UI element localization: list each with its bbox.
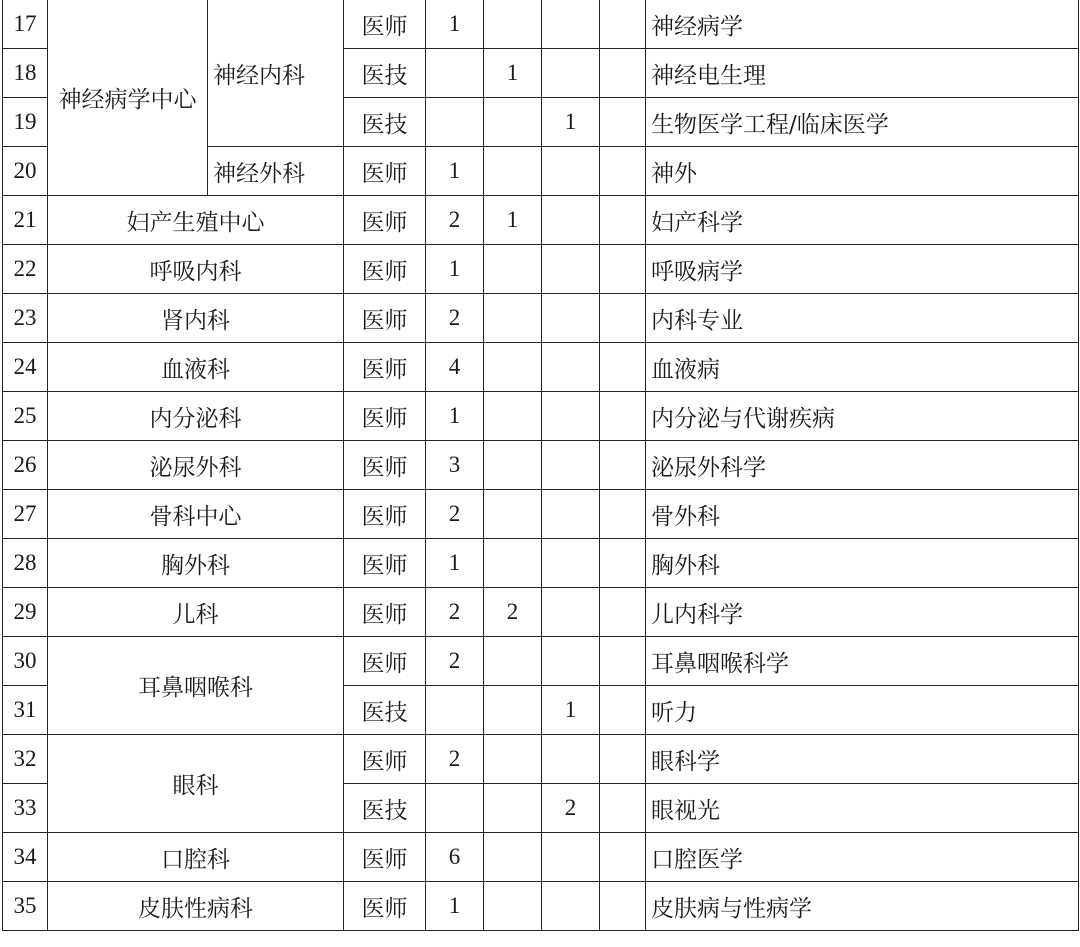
count-cell — [600, 490, 646, 539]
count-cell — [484, 0, 542, 49]
count-cell — [484, 294, 542, 343]
department-cell: 神经病学中心 — [48, 0, 208, 196]
table-row — [3, 343, 1079, 392]
table-row — [3, 392, 1079, 441]
count-cell: 1 — [426, 147, 484, 196]
major-cell: 血液病 — [646, 343, 1079, 392]
department-cell: 皮肤性病科 — [48, 882, 344, 931]
row-number-cell: 25 — [3, 392, 48, 441]
count-cell: 1 — [426, 392, 484, 441]
count-cell — [484, 147, 542, 196]
table-row — [3, 833, 1079, 882]
department-cell: 儿科 — [48, 588, 344, 637]
department-cell: 内分泌科 — [48, 392, 344, 441]
row-number-cell: 20 — [3, 147, 48, 196]
count-cell — [484, 637, 542, 686]
count-cell: 1 — [426, 882, 484, 931]
table-row — [3, 539, 1079, 588]
count-cell: 2 — [426, 637, 484, 686]
major-cell: 神外 — [646, 147, 1079, 196]
count-cell — [600, 294, 646, 343]
table-row — [3, 490, 1079, 539]
count-cell — [484, 784, 542, 833]
count-cell — [600, 49, 646, 98]
table-row — [3, 196, 1079, 245]
position-type-cell: 医师 — [344, 637, 426, 686]
sub-department-cell: 神经外科 — [208, 147, 344, 196]
major-cell: 内分泌与代谢疾病 — [646, 392, 1079, 441]
position-type-cell: 医师 — [344, 833, 426, 882]
row-number-cell: 34 — [3, 833, 48, 882]
major-cell: 胸外科 — [646, 539, 1079, 588]
count-cell — [600, 98, 646, 147]
count-cell: 1 — [426, 539, 484, 588]
table-row — [3, 637, 1079, 686]
count-cell — [542, 245, 600, 294]
count-cell — [600, 245, 646, 294]
major-cell: 耳鼻咽喉科学 — [646, 637, 1079, 686]
count-cell — [542, 539, 600, 588]
position-type-cell: 医师 — [344, 539, 426, 588]
row-number-cell: 30 — [3, 637, 48, 686]
row-number-cell: 26 — [3, 441, 48, 490]
position-type-cell: 医师 — [344, 441, 426, 490]
count-cell — [542, 735, 600, 784]
count-cell — [600, 343, 646, 392]
row-number-cell: 28 — [3, 539, 48, 588]
sub-department-cell: 神经内科 — [208, 0, 344, 147]
count-cell: 1 — [542, 98, 600, 147]
row-number-cell: 22 — [3, 245, 48, 294]
table-row — [3, 735, 1079, 784]
count-cell — [542, 637, 600, 686]
table-row — [3, 882, 1079, 931]
position-type-cell: 医师 — [344, 147, 426, 196]
department-cell: 眼科 — [48, 735, 344, 833]
count-cell — [484, 539, 542, 588]
table-row — [3, 294, 1079, 343]
count-cell — [426, 98, 484, 147]
count-cell — [600, 882, 646, 931]
major-cell: 皮肤病与性病学 — [646, 882, 1079, 931]
count-cell — [484, 490, 542, 539]
department-cell: 妇产生殖中心 — [48, 196, 344, 245]
major-cell: 儿内科学 — [646, 588, 1079, 637]
count-cell — [484, 686, 542, 735]
row-number-cell: 24 — [3, 343, 48, 392]
department-cell: 耳鼻咽喉科 — [48, 637, 344, 735]
row-number-cell: 19 — [3, 98, 48, 147]
major-cell: 神经病学 — [646, 0, 1079, 49]
major-cell: 呼吸病学 — [646, 245, 1079, 294]
count-cell: 2 — [426, 490, 484, 539]
position-type-cell: 医技 — [344, 49, 426, 98]
count-cell: 1 — [542, 686, 600, 735]
department-cell: 肾内科 — [48, 294, 344, 343]
position-type-cell: 医师 — [344, 490, 426, 539]
row-number-cell: 32 — [3, 735, 48, 784]
count-cell — [426, 49, 484, 98]
count-cell — [600, 686, 646, 735]
count-cell — [484, 441, 542, 490]
row-number-cell: 35 — [3, 882, 48, 931]
count-cell — [600, 147, 646, 196]
row-number-cell: 33 — [3, 784, 48, 833]
major-cell: 眼科学 — [646, 735, 1079, 784]
count-cell: 2 — [484, 588, 542, 637]
count-cell: 1 — [484, 196, 542, 245]
table-row — [3, 245, 1079, 294]
count-cell — [484, 882, 542, 931]
position-type-cell: 医师 — [344, 588, 426, 637]
count-cell — [542, 441, 600, 490]
count-cell — [484, 245, 542, 294]
major-cell: 妇产科学 — [646, 196, 1079, 245]
count-cell — [542, 196, 600, 245]
department-cell: 骨科中心 — [48, 490, 344, 539]
position-type-cell: 医师 — [344, 343, 426, 392]
major-cell: 眼视光 — [646, 784, 1079, 833]
position-type-cell: 医师 — [344, 0, 426, 49]
count-cell — [600, 196, 646, 245]
row-number-cell: 18 — [3, 49, 48, 98]
position-type-cell: 医师 — [344, 882, 426, 931]
count-cell — [542, 490, 600, 539]
count-cell — [600, 833, 646, 882]
major-cell: 生物医学工程/临床医学 — [646, 98, 1079, 147]
count-cell — [600, 784, 646, 833]
count-cell — [484, 98, 542, 147]
count-cell — [600, 539, 646, 588]
row-number-cell: 27 — [3, 490, 48, 539]
count-cell — [542, 588, 600, 637]
position-type-cell: 医师 — [344, 392, 426, 441]
count-cell — [542, 392, 600, 441]
department-cell: 血液科 — [48, 343, 344, 392]
table-row — [3, 441, 1079, 490]
count-cell — [542, 833, 600, 882]
position-type-cell: 医师 — [344, 196, 426, 245]
department-cell: 胸外科 — [48, 539, 344, 588]
row-number-cell: 23 — [3, 294, 48, 343]
table-body — [3, 0, 1079, 931]
count-cell — [600, 0, 646, 49]
count-cell: 1 — [426, 0, 484, 49]
row-number-cell: 21 — [3, 196, 48, 245]
count-cell — [542, 343, 600, 392]
count-cell: 2 — [426, 588, 484, 637]
count-cell — [426, 686, 484, 735]
major-cell: 听力 — [646, 686, 1079, 735]
major-cell: 骨外科 — [646, 490, 1079, 539]
row-number-cell: 17 — [3, 0, 48, 49]
count-cell: 1 — [484, 49, 542, 98]
count-cell — [426, 784, 484, 833]
count-cell — [600, 588, 646, 637]
count-cell — [542, 49, 600, 98]
position-type-cell: 医师 — [344, 245, 426, 294]
recruitment-table — [2, 0, 1079, 931]
count-cell: 1 — [426, 245, 484, 294]
count-cell — [484, 392, 542, 441]
count-cell: 2 — [426, 735, 484, 784]
count-cell: 2 — [542, 784, 600, 833]
department-cell: 呼吸内科 — [48, 245, 344, 294]
count-cell — [542, 0, 600, 49]
position-type-cell: 医师 — [344, 294, 426, 343]
count-cell — [600, 441, 646, 490]
count-cell: 3 — [426, 441, 484, 490]
count-cell — [600, 392, 646, 441]
position-type-cell: 医技 — [344, 686, 426, 735]
position-type-cell: 医技 — [344, 784, 426, 833]
department-cell: 口腔科 — [48, 833, 344, 882]
row-number-cell: 31 — [3, 686, 48, 735]
major-cell: 神经电生理 — [646, 49, 1079, 98]
row-number-cell: 29 — [3, 588, 48, 637]
count-cell — [542, 294, 600, 343]
position-type-cell: 医技 — [344, 98, 426, 147]
major-cell: 内科专业 — [646, 294, 1079, 343]
count-cell — [484, 833, 542, 882]
count-cell — [542, 147, 600, 196]
table-row — [3, 588, 1079, 637]
major-cell: 泌尿外科学 — [646, 441, 1079, 490]
major-cell: 口腔医学 — [646, 833, 1079, 882]
count-cell: 2 — [426, 196, 484, 245]
count-cell — [484, 343, 542, 392]
count-cell: 6 — [426, 833, 484, 882]
count-cell — [600, 637, 646, 686]
count-cell — [542, 882, 600, 931]
table-row — [3, 0, 1079, 49]
count-cell: 2 — [426, 294, 484, 343]
count-cell — [600, 735, 646, 784]
count-cell — [484, 735, 542, 784]
department-cell: 泌尿外科 — [48, 441, 344, 490]
position-type-cell: 医师 — [344, 735, 426, 784]
count-cell: 4 — [426, 343, 484, 392]
